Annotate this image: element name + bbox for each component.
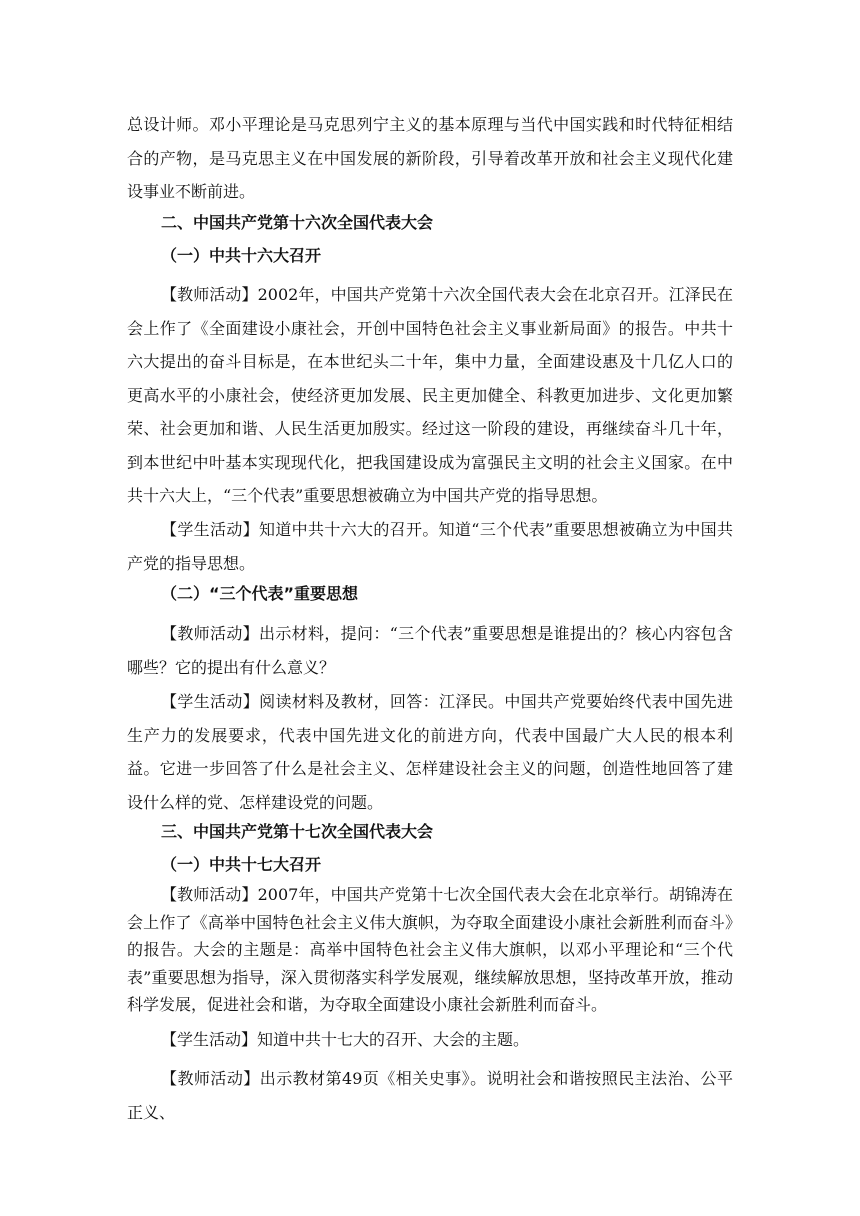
subheading-three-represents: （二）“三个代表”重要思想 <box>161 584 359 603</box>
paragraph-teacher-activity-4: 【教师活动】出示教材第49页《相关史事》。说明社会和谐按照民主法治、公平正义、 <box>127 1069 733 1122</box>
paragraph-teacher-activity-2: 【教师活动】出示材料，提问：“三个代表”重要思想是谁提出的？核心内容包含哪些？它的提出有什么意义？ <box>127 624 733 677</box>
subheading-16th-congress-opening: （一）中共十六大召开 <box>161 246 322 265</box>
paragraph-teacher-activity-3: 【教师活动】2007年，中国共产党第十七次全国代表大会在北京举行。胡锦涛在会上作了《高举中国特色社会主义伟大旗帜，为夺取全面建设小康社会新胜利而奋斗》的报告。大会的主题是：高举中国特色社会主义伟大旗帜，以邓小平理论和“三个代表”重要思想为指导，深入贯彻落实科学发展观，继续解放思想，坚持改革开放，推动科学发展，促进社会和谐，为夺取全面建设小康社会新胜利而奋斗。 <box>127 885 733 1014</box>
paragraph-teacher-activity-1: 【教师活动】2002年，中国共产党第十六次全国代表大会在北京召开。江泽民在会上作了《全面建设小康社会，开创中国特色社会主义事业新局面》的报告。中共十六大提出的奋斗目标是，在本世纪头二十年，集中力量，全面建设惠及十几亿人口的更高水平的小康社会，使经济更加发展、民主更加健全、科教更加进步、文化更加繁荣、社会更加和谐、人民生活更加殷实。经过这一阶段的建设，再继续奋斗几十年，到本世纪中叶基本实现现代化，把我国建设成为富强民主文明的社会主义国家。在中共十六大上，“三个代表”重要思想被确立为中国共产党的指导思想。 <box>127 285 733 505</box>
paragraph-intro: 总设计师。邓小平理论是马克思列宁主义的基本原理与当代中国实践和时代特征相结合的产物，是马克思主义在中国发展的新阶段，引导着改革开放和社会主义现代化建设事业不断前进。 <box>127 115 733 201</box>
paragraph-student-activity-3: 【学生活动】知道中共十七大的召开、大会的主题。 <box>161 1030 530 1049</box>
paragraph-student-activity-1: 【学生活动】知道中共十六大的召开。知道“三个代表”重要思想被确立为中国共产党的指导思想。 <box>127 520 733 573</box>
subheading-17th-congress-opening: （一）中共十七大召开 <box>161 855 322 874</box>
section-heading-16th-congress: 二、中国共产党第十六次全国代表大会 <box>161 213 434 232</box>
section-heading-17th-congress: 三、中国共产党第十七次全国代表大会 <box>161 822 434 841</box>
paragraph-student-activity-2: 【学生活动】阅读材料及教材，回答：江泽民。中国共产党要始终代表中国先进生产力的发展要求，代表中国先进文化的前进方向，代表中国最广大人民的根本利益。它进一步回答了什么是社会主义、怎样建设社会主义的问题，创造性地回答了建设什么样的党、怎样建设党的问题。 <box>127 692 733 812</box>
